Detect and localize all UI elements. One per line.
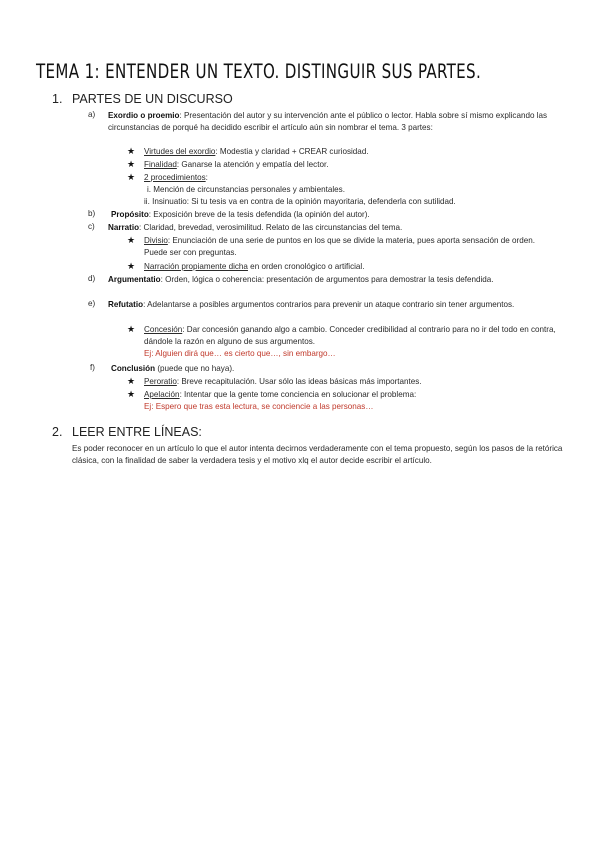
- bullet-concesion: [144, 324, 562, 361]
- star-icon: ★: [127, 159, 136, 169]
- item-marker-c: c): [88, 222, 95, 231]
- bullet-concesion-example: Ej: Alguien dirá que… es cierto que…, sin embargo…: [144, 349, 336, 359]
- item-argumentatio-text: : Orden, lógica o coherencia: presentación de argumentos para demostrar la tesis defendida.: [160, 275, 494, 284]
- bullet-procedimientos: [144, 172, 564, 184]
- item-marker-d: d): [88, 274, 96, 283]
- procedimiento-2: ii. Insinuatio: Si tu tesis va en contra de la opinión mayoritaria, defenderla con sutilidad.: [144, 197, 456, 206]
- bullet-apelacion-term: Apelación: [144, 390, 180, 399]
- bullet-finalidad-term: Finalidad: [144, 160, 177, 169]
- bullet-apelacion: [144, 389, 564, 413]
- bullet-apelacion-text: : Intentar que la gente tome conciencia en solucionar el problema:: [179, 390, 417, 399]
- item-proposito-term: Propósito: [111, 210, 149, 219]
- item-narratio-text: : Claridad, brevedad, verosimilitud. Relato de las circunstancias del tema.: [139, 223, 403, 232]
- star-icon: ★: [127, 261, 136, 271]
- item-argumentatio-term: Argumentatio: [108, 275, 161, 284]
- item-marker-e: e): [88, 299, 96, 308]
- item-marker-a: a): [88, 110, 96, 119]
- item-proposito: [111, 209, 561, 221]
- star-icon: ★: [127, 235, 136, 245]
- section-2-text: Es poder reconocer en un artículo lo que el autor intenta decirnos verdaderamente con el tema propuesto, según los pasos de la retórica clásica, con la finalidad de saber la verdadera tesis y el motivo xlq el autor decide escribir el artículo.: [72, 444, 563, 466]
- bullet-finalidad-text: : Ganarse la atención y empatía del lector.: [176, 160, 329, 169]
- bullet-peroratio: [144, 376, 564, 388]
- bullet-finalidad: [144, 159, 564, 171]
- bullet-virtudes-text: : Modestia y claridad + CREAR curiosidad.: [215, 147, 369, 156]
- item-marker-b: b): [88, 209, 96, 218]
- star-icon: ★: [127, 376, 136, 386]
- star-icon: ★: [127, 324, 136, 334]
- bullet-virtudes: [144, 146, 564, 158]
- section-1-heading: PARTES DE UN DISCURSO: [72, 92, 233, 106]
- item-exordio-text: : Presentación del autor y su intervención ante el público o lector. Habla sobre sí mismo explicando las circunstancias de porqué ha decidido escribir el artículo aún sin nombrar el tema. 3 partes:: [108, 111, 548, 133]
- bullet-concesion-term: Concesión: [144, 325, 183, 334]
- item-conclusion: [111, 363, 561, 375]
- bullet-peroratio-term: Peroratio: [144, 377, 177, 386]
- bullet-narracion-text: en orden cronológico o artificial.: [247, 262, 365, 271]
- section-1-number: 1.: [52, 92, 63, 106]
- bullet-procedimientos-text: :: [205, 173, 208, 182]
- item-refutatio-text: : Adelantarse a posibles argumentos contrarios para prevenir un ataque contrario sin tener argumentos.: [143, 300, 515, 309]
- item-exordio-term: Exordio o proemio: [108, 111, 180, 120]
- star-icon: ★: [127, 172, 136, 182]
- item-proposito-text: : Exposición breve de la tesis defendida (la opinión del autor).: [148, 210, 370, 219]
- bullet-narracion-term: Narración propiamente dicha: [144, 262, 248, 271]
- procedimiento-1: i. Mención de circunstancias personales y ambientales.: [147, 185, 345, 194]
- star-icon: ★: [127, 389, 136, 399]
- item-marker-f: f): [90, 363, 95, 372]
- item-refutatio-term: Refutatio: [108, 300, 144, 309]
- bullet-procedimientos-term: 2 procedimientos: [144, 173, 206, 182]
- item-narratio: [108, 222, 558, 234]
- bullet-peroratio-text: : Breve recapitulación. Usar sólo las ideas básicas más importantes.: [176, 377, 422, 386]
- item-argumentatio: [108, 274, 558, 286]
- bullet-divisio: [144, 235, 560, 259]
- bullet-concesion-text: : Dar concesión ganando algo a cambio. Conceder credibilidad al contrario para no ir del todo en contra, dándole la razón en alguno de sus argumentos.: [144, 325, 556, 347]
- section-2-number: 2.: [52, 425, 63, 439]
- item-refutatio: [108, 299, 558, 311]
- star-icon: ★: [127, 146, 136, 156]
- bullet-divisio-text: : Enunciación de una serie de puntos en los que se divide la materia, pues aporta sensación de orden. Puede ser con preguntas.: [144, 236, 536, 258]
- item-conclusion-text: (puede que no haya).: [155, 364, 235, 373]
- bullet-apelacion-example: Ej: Espero que tras esta lectura, se conciencie a las personas…: [144, 402, 374, 412]
- bullet-divisio-term: Divisio: [144, 236, 168, 245]
- page-title: TEMA 1: ENTENDER UN TEXTO. DISTINGUIR SUS PARTES.: [36, 60, 482, 83]
- item-exordio: [108, 110, 558, 134]
- item-narratio-term: Narratio: [108, 223, 140, 232]
- bullet-narracion: [144, 261, 564, 273]
- item-conclusion-term: Conclusión: [111, 364, 156, 373]
- section-2-heading: LEER ENTRE LÍNEAS:: [72, 425, 202, 439]
- bullet-virtudes-term: Virtudes del exordio: [144, 147, 216, 156]
